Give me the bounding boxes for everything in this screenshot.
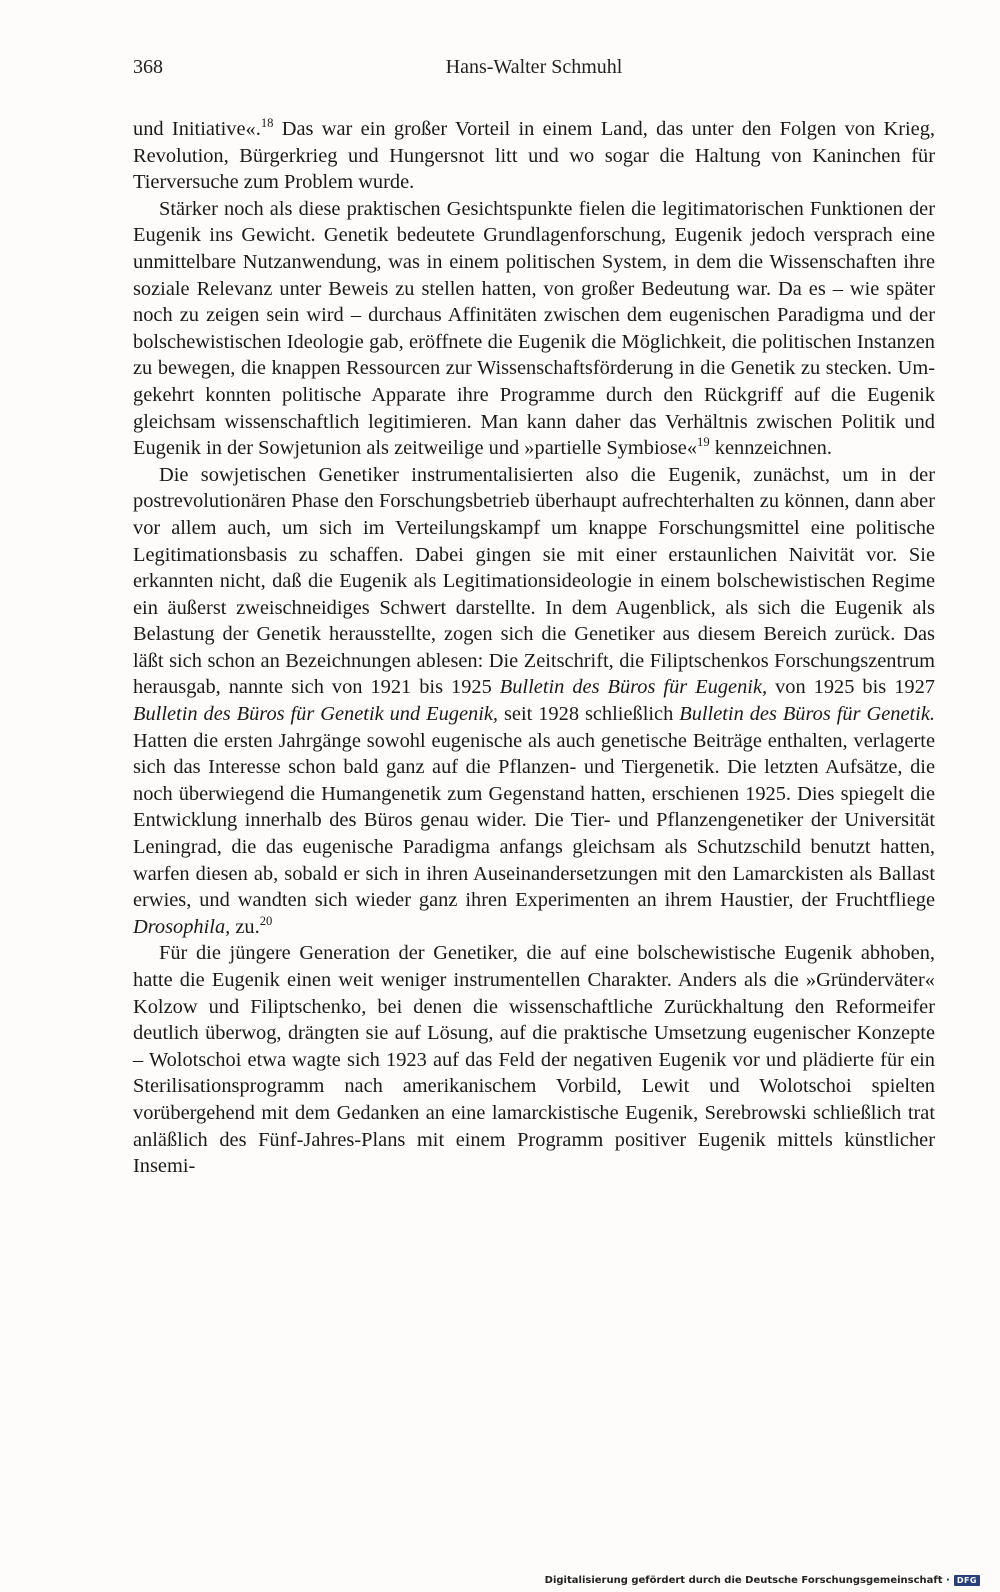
dfg-logo: DFG bbox=[954, 1575, 980, 1586]
paragraph: Stärker noch als diese praktischen Gesichtspunkte fielen die legitimatorischen Funktionen der Eugenik ins Gewicht. Genetik bedeutete Grundlagenforschung, Eugenik jedoch versprach eine unmittelbare Nutzanwendung, was in einem politischen System, in dem die Wissenschaften ihre soziale Relevanz unter Beweis zu stellen hatten, von großer Bedeutung war. Da es – wie später noch zu zeigen sein wird – durchaus Affinitäten zwischen dem eugenischen Paradigma und der bolschewistischen Ideologie gab, eröffnete die Eugenik die Möglichkeit, die politischen Instanzen zu bewegen, die knappen Ressourcen zur Wissenschaftsförderung in die Genetik zu stecken. Umgekehrt konnten politische Apparate ihre Programme durch den Rückgriff auf die Eugenik gleichsam wissenschaftlich legitimieren. Man kann daher das Verhältnis zwischen Politik und Eugenik in der Sowjetunion als zeitweilige und »partielle Symbiose«$^{19}$ kennzeichnen. bbox=[133, 197, 935, 460]
body-text bbox=[133, 116, 935, 1180]
page-number: 368 bbox=[133, 56, 163, 78]
paragraph: und Initiative«.$^{18}$ Das war ein großer Vorteil in einem Land, das unter den Folgen von Krieg, Revolution, Bürgerkrieg und Hungersnot litt und wo sogar die Haltung von Kaninchen für Tierversuche zum Problem wurde. bbox=[133, 116, 935, 194]
paragraph: Für die jüngere Generation der Genetiker, die auf eine bolschewistische Eugenik abhoben, hatte die Eugenik einen weit weniger instrumentellen Charakter. Anders als die »Gründerväter« Kolzow und Filiptschenko, bei denen die wissenschaftliche Zurückhaltung den Reformeifer deutlich überwog, drängten sie auf Lösung, auf die praktische Umsetzung eugenischer Konzepte – Wolotschoi etwa wagte sich 1923 auf das Feld der negativen Eugenik vor und plädierte für ein Sterilisationsprogramm nach amerikanischem Vorbild, Lewit und Wolotschoi spielten vorübergehend mit dem Gedanken an eine lamarckistische Eugenik, Serebrowski schließlich trat anläßlich des Fünf-Jahres-Plans mit einem Programm positiver Eugenik mittels künstlicher Insemi- bbox=[133, 942, 935, 1178]
running-head: Hans-Walter Schmuhl bbox=[445, 56, 623, 78]
page-header bbox=[133, 56, 935, 86]
digitization-footer bbox=[545, 1575, 980, 1586]
paragraph: Die sowjetischen Genetiker instrumentalisierten also die Eugenik, zunächst, um in der postrevolutionären Phase den Forschungsbetrieb überhaupt aufrechterhalten zu können, dann aber vor allem auch, um sich im Verteilungskampf um knappe Forschungsmittel eine politische Legitimationsbasis zu schaffen. Dabei gingen sie mit einer erstaunlichen Naivität vor. Sie erkannten nicht, daß die Eugenik als Legitimationsideologie in einem bolschewistischen Regime ein äußerst zweischneidiges Schwert darstellte. In dem Augenblick, als sich die Eugenik als Belastung der Genetik herausstellte, zogen sich die Genetiker aus diesem Bereich zurück. Das läßt sich schon an Bezeichnungen ablesen: Die Zeitschrift, die Filiptschenkos Forschungszentrum herausgab, nannte sich von 1921 bis 1925 Bulletin des Büros für Eugenik, von 1925 bis 1927 Bulletin des Büros für Genetik und Eugenik, seit 1928 schließlich Bulletin des Büros für Genetik. Hatten die ersten Jahrgänge sowohl eugenische als auch genetische Beiträge enthalten, verlagerte sich das Interesse schon bald ganz auf die Pflanzen- und Tiergenetik. Die letzten Aufsätze, die noch überwiegend die Humangenetik zum Gegenstand hatten, erschienen 1925. Dies spiegelt die Entwicklung innerhalb des Büros genau wider. Die Tier- und Pflanzengenetiker der Universität Leningrad, die das eugenische Paradigma anfangs gleichsam als Schutzschild benutzt hatten, warfen diesen ab, sobald er sich in ihren Auseinandersetzungen mit den Lamarckisten als Ballast erwies, und wandten sich wieder ganz ihren Experimenten an ihrem Haustier, der Fruchtfliege Drosophila, zu.$^{20}$ bbox=[133, 463, 935, 938]
footer-text: Digitalisierung gefördert durch die Deutsche Forschungsgemeinschaft · bbox=[544, 1575, 950, 1586]
